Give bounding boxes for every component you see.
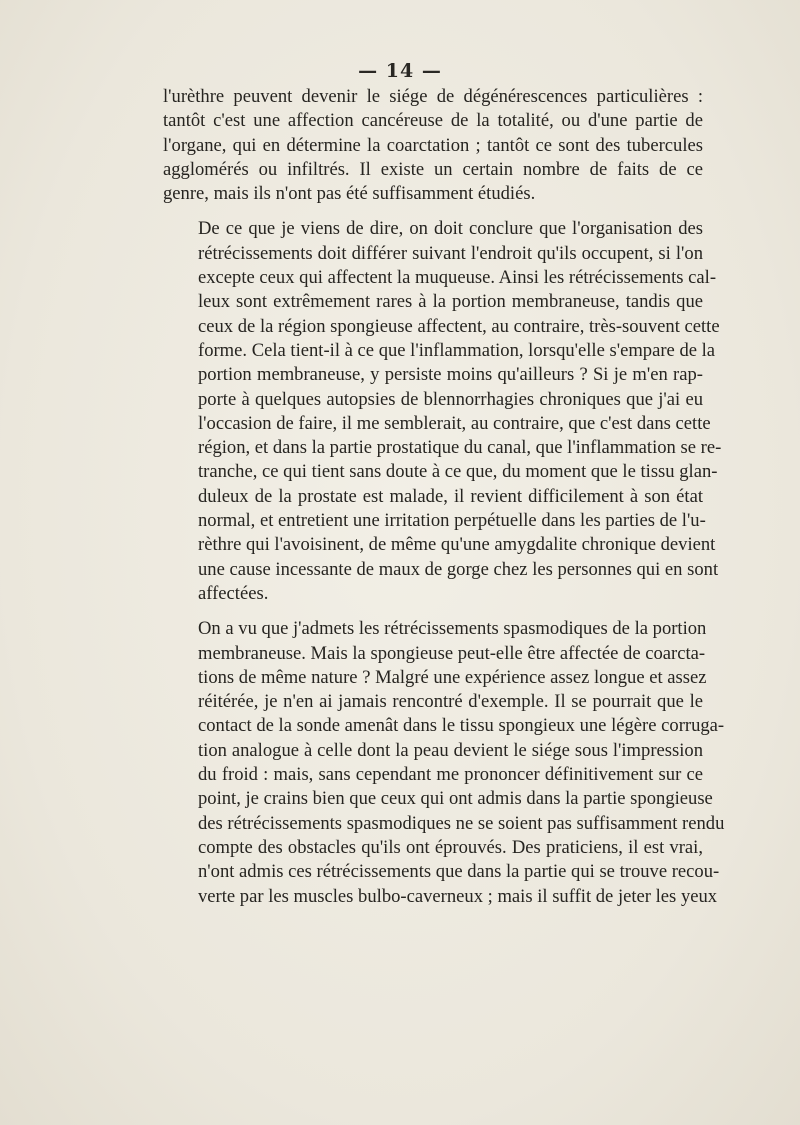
text-line: De ce que je viens de dire, on doit conclure que l'organisation des [198,218,703,240]
text-line: des rétrécissements spasmodiques ne se soient pas suffisamment rendu [198,812,725,834]
text-line: point, je crains bien que ceux qui ont admis dans la partie spongieuse [198,788,713,810]
text-line: l'organe, qui en détermine la coarctation ; tantôt ce sont des tubercules [163,134,703,156]
text-line: tion analogue à celle dont la peau devient le siége sous l'impression [198,739,703,761]
text-line: affectées. [198,582,269,604]
text-line: l'urèthre peuvent devenir le siége de dégénérescences particulières : [163,86,703,107]
paragraph-1 [163,85,703,206]
text-line: une cause incessante de maux de gorge chez les personnes qui en sont [198,558,719,580]
text-line: genre, mais ils n'ont pas été suffisamment étudiés. [163,183,536,205]
text-line: excepte ceux qui affectent la muqueuse. Ainsi les rétrécissements cal- [198,267,717,289]
text-line: tantôt c'est une affection cancéreuse de la totalité, ou d'une partie de [163,110,703,132]
text-line: rèthre qui l'avoisinent, de même qu'une amygdalite chronique devient [198,534,716,556]
text-line: portion membraneuse, y persiste moins qu'ailleurs ? Si je m'en rap- [198,364,703,386]
text-line: contact de la sonde amenât dans le tissu spongieux une légère corruga- [198,715,725,737]
text-line: tions de même nature ? Malgré une expérience assez longue et assez [198,666,707,688]
text-line: agglomérés ou infiltrés. Il existe un certain nombre de faits de ce [163,158,703,180]
text-line: duleux de la prostate est malade, il revient difficilement à son état [198,485,703,507]
text-line: porte à quelques autopsies de blennorrhagies chroniques que j'ai eu [198,388,703,410]
text-line: région, et dans la partie prostatique du canal, que l'inflammation se re- [198,437,722,459]
text-line: réitérée, je n'en ai jamais rencontré d'exemple. Il se pourrait que le [198,691,703,713]
text-line: normal, et entretient une irritation perpétuelle dans les parties de l'u- [198,510,706,532]
text-line: du froid : mais, sans cependant me prononcer définitivement sur ce [198,764,703,786]
text-line: compte des obstacles qu'ils ont éprouvés. Des praticiens, il est vrai, [198,836,703,858]
text-line: membraneuse. Mais la spongieuse peut-elle être affectée de coarcta- [198,642,706,664]
text-line: rétrécissements doit différer suivant l'endroit qu'ils occupent, si l'on [198,242,703,264]
text-line: tranche, ce qui tient sans doute à ce que, du moment que le tissu glan- [198,461,718,483]
text-line: forme. Cela tient-il à ce que l'inflammation, lorsqu'elle s'empare de la [198,339,716,361]
text-line: On a vu que j'admets les rétrécissements spasmodiques de la portion [198,618,707,640]
body-text [163,85,725,909]
text-line: l'occasion de faire, il me semblerait, au contraire, que c'est dans cette [198,412,711,434]
text-line: n'ont admis ces rétrécissements que dans la partie qui se trouve recou- [198,861,720,883]
text-line: verte par les muscles bulbo-caverneux ; mais il suffit de jeter les yeux [198,885,718,907]
page-number: — 14 — [358,60,442,82]
paragraph-2 [163,217,722,606]
paragraph-3 [163,617,725,909]
text-line: leux sont extrêmement rares à la portion membraneuse, tandis que [198,291,703,313]
text-line: ceux de la région spongieuse affectent, au contraire, très-souvent cette [198,315,720,337]
